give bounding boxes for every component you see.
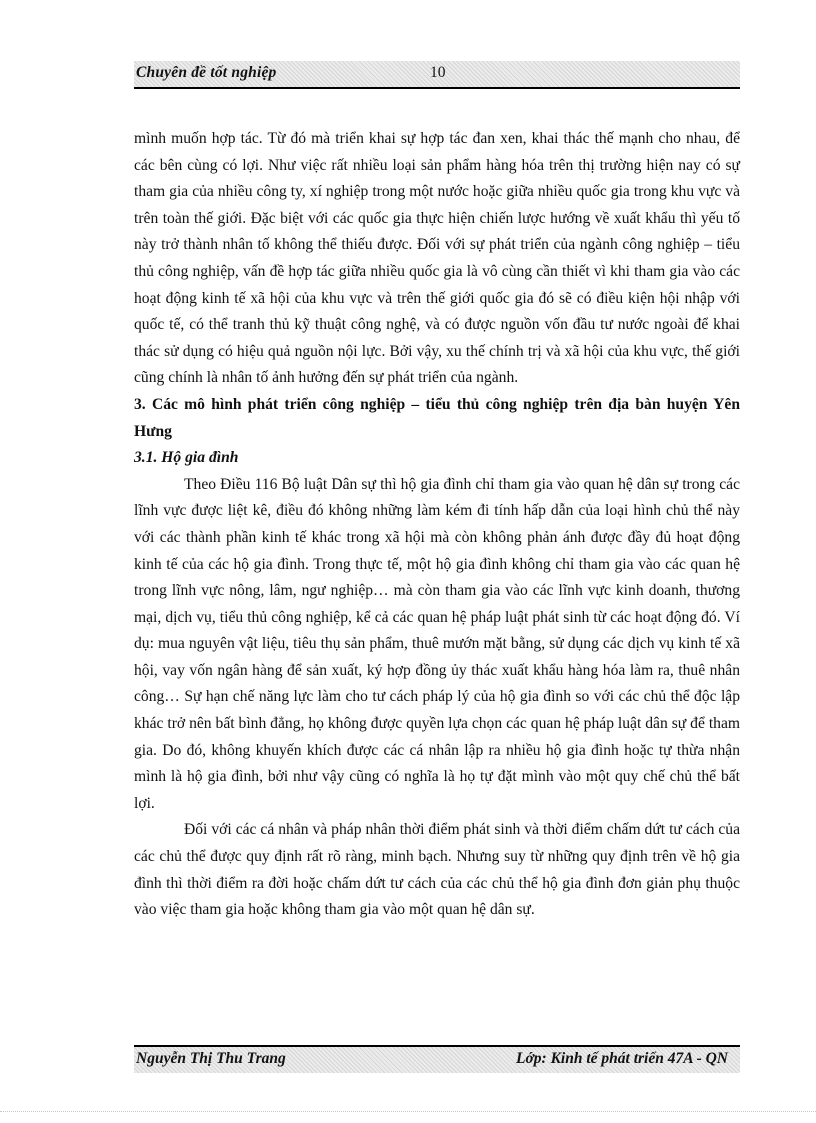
body-paragraph: Đối với các cá nhân và pháp nhân thời điểm phát sinh và thời điểm chấm dứt tư cách của các chủ thể được quy định rất rõ ràng, minh bạch. Nhưng suy từ những quy định trên về hộ gia đình thì thời điểm ra đời hoặc chấm dứt tư cách của các chủ thể hộ gia đình đơn giản phụ thuộc vào việc tham gia hoặc không tham gia vào một quan hệ dân sự. [134, 821, 740, 919]
body-paragraph: Theo Điều 116 Bộ luật Dân sự thì hộ gia đình chỉ tham gia vào quan hệ dân sự trong các lĩnh vực được liệt kê, điều đó không những làm kém đi tính hấp dẫn của loại hình chủ thể này với các thành phần kinh tế khác trong xã hội mà còn không phản ánh được đầy đủ hoạt động kinh tế của các hộ gia đình. Trong thực tế, một hộ gia đình không chỉ tham gia vào các quan hệ trong lĩnh vực nông, lâm, ngư nghiệp… mà còn tham gia vào các lĩnh vực kinh doanh, thương mại, dịch vụ, tiểu thủ công nghiệp, kể cả các quan hệ pháp luật phát sinh từ các hoạt động đó. Ví dụ: mua nguyên vật liệu, tiêu thụ sản phẩm, thuê mướn mặt bằng, sử dụng các dịch vụ kinh tế xã hội, vay vốn ngân hàng để sản xuất, ký hợp đồng ủy thác xuất khẩu hàng hóa làm ra, thuê nhân công… Sự hạn chế năng lực làm cho tư cách pháp lý của hộ gia đình so với các chủ thể độc lập khác trở nên bất bình đẳng, họ không được quyền lựa chọn các quan hệ pháp luật dân sự để tham gia. Do đó, không khuyến khích được các cá nhân lập ra nhiều hộ gia đình hoặc tự thừa nhận mình là hộ gia đình, bởi như vậy cũng có nghĩa là họ tự đặt mình vào một quy chế chủ thể bất lợi. [134, 475, 740, 812]
page-break-line [0, 1111, 816, 1112]
subsection-heading: 3.1. Hộ gia đình [134, 449, 239, 467]
document-body [134, 126, 740, 924]
document-title: Chuyên đề tốt nghiệp [136, 64, 277, 81]
page-footer [134, 1045, 740, 1073]
page-header [134, 61, 740, 89]
author-name: Nguyễn Thị Thu Trang [136, 1050, 286, 1067]
class-label: Lớp: Kinh tế phát triển 47A - QN [516, 1050, 728, 1067]
page-number: 10 [430, 64, 446, 81]
body-paragraph: mình muốn hợp tác. Từ đó mà triển khai sự hợp tác đan xen, khai thác thế mạnh cho nhau, để các bên cùng có lợi. Như việc rất nhiều loại sản phẩm hàng hóa trên thị trường hiện nay có sự tham gia của nhiều công ty, xí nghiệp trong một nước hoặc giữa nhiều quốc gia trong khu vực và trên toàn thế giới. Đặc biệt với các quốc gia thực hiện chiến lược hướng về xuất khẩu thì yếu tố này trở thành nhân tố không thể thiếu được. Đối với sự phát triển của ngành công nghiệp – tiểu thủ công nghiệp, vấn đề hợp tác giữa nhiều quốc gia là vô cùng cần thiết vì khi tham gia vào các hoạt động kinh tế xã hội của khu vực và trên thế giới quốc gia đó sẽ có điều kiện hội nhập với quốc tế, có thể tranh thủ kỹ thuật công nghệ, và có được nguồn vốn đầu tư nước ngoài để khai thác sử dụng có hiệu quả nguồn nội lực. Bởi vậy, xu thế chính trị và xã hội của khu vực, thế giới cũng chính là nhân tố ảnh hưởng đến sự phát triển của ngành. [134, 130, 740, 387]
section-heading: 3. Các mô hình phát triển công nghiệp – tiểu thủ công nghiệp trên địa bàn huyện Yên Hưng [134, 395, 740, 440]
